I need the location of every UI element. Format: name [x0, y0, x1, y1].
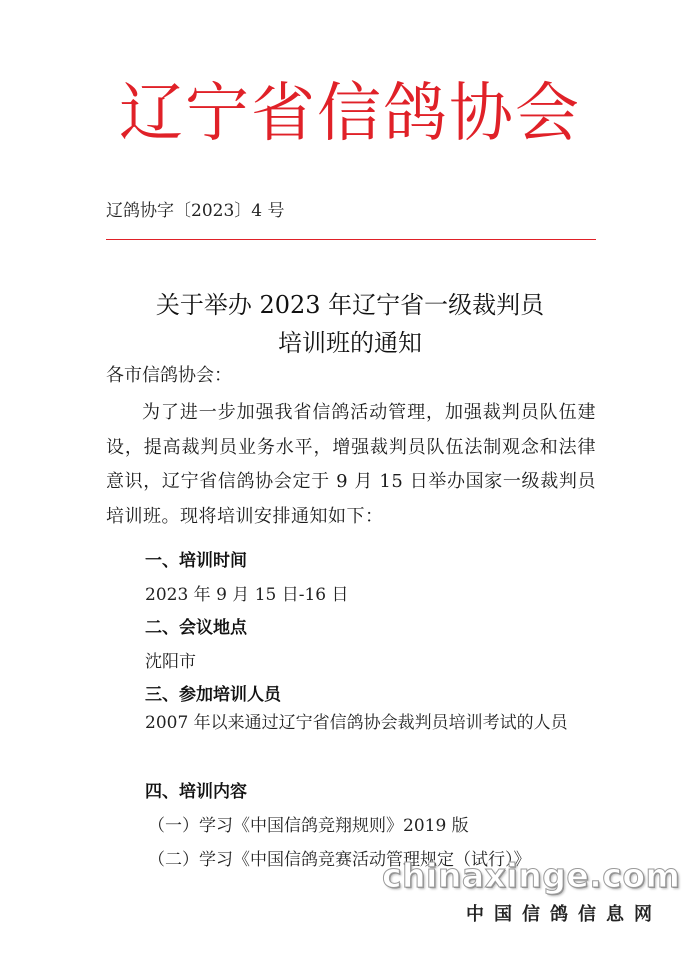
section-content-heading: 四、培训内容: [145, 782, 247, 802]
content-item-2: （二）学习《中国信鸽竞赛活动管理规定（试行）》: [148, 850, 531, 870]
watermark-site-name: 中国信鸽信息网: [466, 904, 662, 925]
section-people-value: 2007 年以来通过辽宁省信鸽协会裁判员培训考试的人员: [145, 713, 568, 733]
section-people-heading: 三、参加培训人员: [145, 685, 281, 705]
red-divider: [106, 239, 596, 240]
content-item-1: （一）学习《中国信鸽竞翔规则》2019 版: [148, 816, 469, 836]
notice-title-line1: 关于举办 2023 年辽宁省一级裁判员: [155, 291, 545, 319]
salutation: 各市信鸽协会：: [106, 365, 232, 386]
intro-paragraph: 为了进一步加强我省信鸽活动管理，加强裁判员队伍建设，提高裁判员业务水平，增强裁判员队伍法制观念和法律意识，辽宁省信鸽协会定于 9 月 15 日举办国家一级裁判员培训班。现将培训安排通知如下：: [106, 402, 596, 527]
organization-title: 辽宁省信鸽协会: [119, 77, 581, 151]
section-place-heading: 二、会议地点: [145, 618, 247, 638]
section-time-value: 2023 年 9 月 15 日-16 日: [145, 585, 349, 605]
document-number: 辽鸽协字〔2023〕4 号: [106, 201, 285, 221]
notice-title-line2: 培训班的通知: [278, 329, 422, 357]
section-time-heading: 一、培训时间: [145, 551, 247, 571]
watermark-domain: chinaxinge.com: [382, 856, 681, 895]
section-place-value: 沈阳市: [145, 652, 196, 672]
